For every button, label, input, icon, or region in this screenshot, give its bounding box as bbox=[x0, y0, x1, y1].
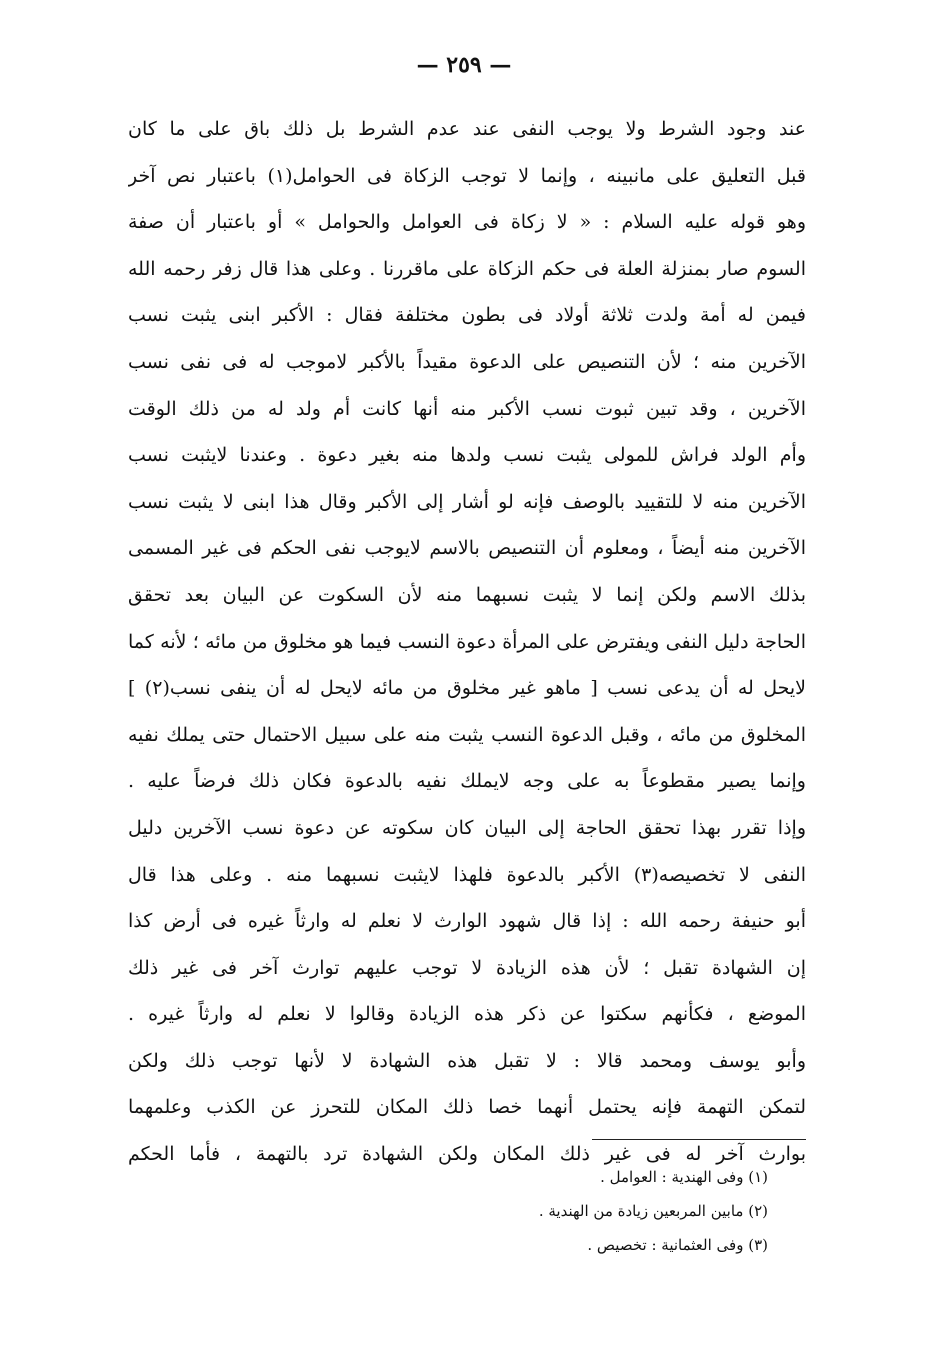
text-line: النفى لا تخصيصه(٣) الأكبر بالدعوة فلهذا لايثبت نسبهما منه . وعلى هذا قال bbox=[128, 863, 806, 886]
text-line: وأبو يوسف ومحمد قالا : لا تقبل هذه الشهادة لا لأنها توجب ذلك ولكن bbox=[128, 1049, 806, 1072]
text-line: وهو قوله عليه السلام : « لا زكاة فى العوامل والحوامل » أو باعتبار أن صفة bbox=[128, 211, 806, 234]
text-line: الآخرين منه لا للتقييد بالوصف فإنه لو أشار إلى الأكبر وقال هذا ابنى لا يثبت نسب bbox=[128, 490, 806, 513]
footnote-divider bbox=[592, 1139, 806, 1140]
text-line: لايحل له أن يدعى نسب [ ماهو غير مخلوق من مائه لايحل له أن ينفى نسب(٢) ] bbox=[128, 677, 806, 700]
text-line: وأم الولد فراش للمولى يثبت نسب ولدها منه بغير دعوة . وعندنا لايثبت نسب bbox=[128, 444, 806, 467]
text-line: أبو حنيفة رحمه الله : إذا قال شهود الوارث لا نعلم له وارثاً غيره فى أرض كذا bbox=[128, 910, 806, 933]
text-line: الآخرين منه أيضاً ، ومعلوم أن التنصيص بالاسم لايوجب نفى الحكم فى غير المسمى bbox=[128, 537, 806, 560]
text-line: عند وجود الشرط ولا يوجب النفى عند عدم الشرط بل ذلك باق على ما كان bbox=[128, 118, 806, 140]
footnote: (١) وفى الهندية : العوامل . bbox=[600, 1168, 768, 1186]
page-number: — ٢٥٩ — bbox=[416, 52, 512, 78]
footnote: (٢) مابين المربعين زيادة من الهندية . bbox=[538, 1202, 768, 1220]
text-line: بوارث آخر له فى غير ذلك المكان ولكن الشهادة ترد بالتهمة ، فأما الحكم bbox=[128, 1143, 806, 1166]
text-line: وإنما يصير مقطوعاً به على وجه لايملك نفيه بالدعوة فكان ذلك فرضاً عليه . bbox=[128, 770, 806, 793]
text-line: وإذا تقرر بهذا تحقق الحاجة إلى البيان كان سكوته عن دعوة نسب الآخرين دليل bbox=[128, 816, 806, 839]
text-line: الآخرين ، وقد تبين ثبوت نسب الأكبر منه أنها كانت أم ولد له من ذلك الوقت bbox=[128, 397, 806, 420]
text-line: الموضع ، فكأنهم سكتوا عن ذكر هذه الزيادة وقالوا لا نعلم له وارثاً غيره . bbox=[128, 1003, 806, 1026]
text-line: السوم صار بمنزلة العلة فى حكم الزكاة على ماقررنا . وعلى هذا قال زفر رحمه الله bbox=[128, 257, 806, 280]
text-line: لتمكن التهمة فإنه يحتمل أنهما خصا ذلك المكان للتحرز عن الكذب وعلمهما bbox=[128, 1096, 806, 1119]
footnote: (٣) وفى العثمانية : تخصيص . bbox=[587, 1236, 768, 1254]
text-line: المخلوق من مائه ، وقبل الدعوة النسب يثبت منه على سبيل الاحتمال حتى يملك نفيه bbox=[128, 723, 806, 746]
main-text bbox=[128, 106, 806, 1178]
text-line: قبل التعليق على مانبينه ، وإنما لا توجب الزكاة فى الحوامل(١) باعتبار نص آخر bbox=[128, 164, 806, 187]
text-line: فيمن له أمة ولدت ثلاثة أولاد فى بطون مختلفة فقال : الأكبر ابنى يثبت نسب bbox=[128, 304, 806, 327]
text-line: بذلك الاسم ولكن إنما لا يثبت نسبهما منه لأن السكوت عن البيان بعد تحقق bbox=[128, 583, 806, 606]
footnotes bbox=[128, 1160, 768, 1262]
text-line: الحاجة دليل النفى ويفترض على المرأة دعوة النسب فيما هو مخلوق من مائه ؛ لأنه كما bbox=[128, 630, 806, 653]
text-line: الآخرين منه ؛ لأن التنصيص على الدعوة مقيداً بالأكبر لاموجب له فى نفى نسب bbox=[128, 350, 806, 373]
text-line: إن الشهادة تقبل ؛ لأن هذه الزيادة لا توجب عليهم توارث آخر فى غير ذلك bbox=[128, 956, 806, 979]
